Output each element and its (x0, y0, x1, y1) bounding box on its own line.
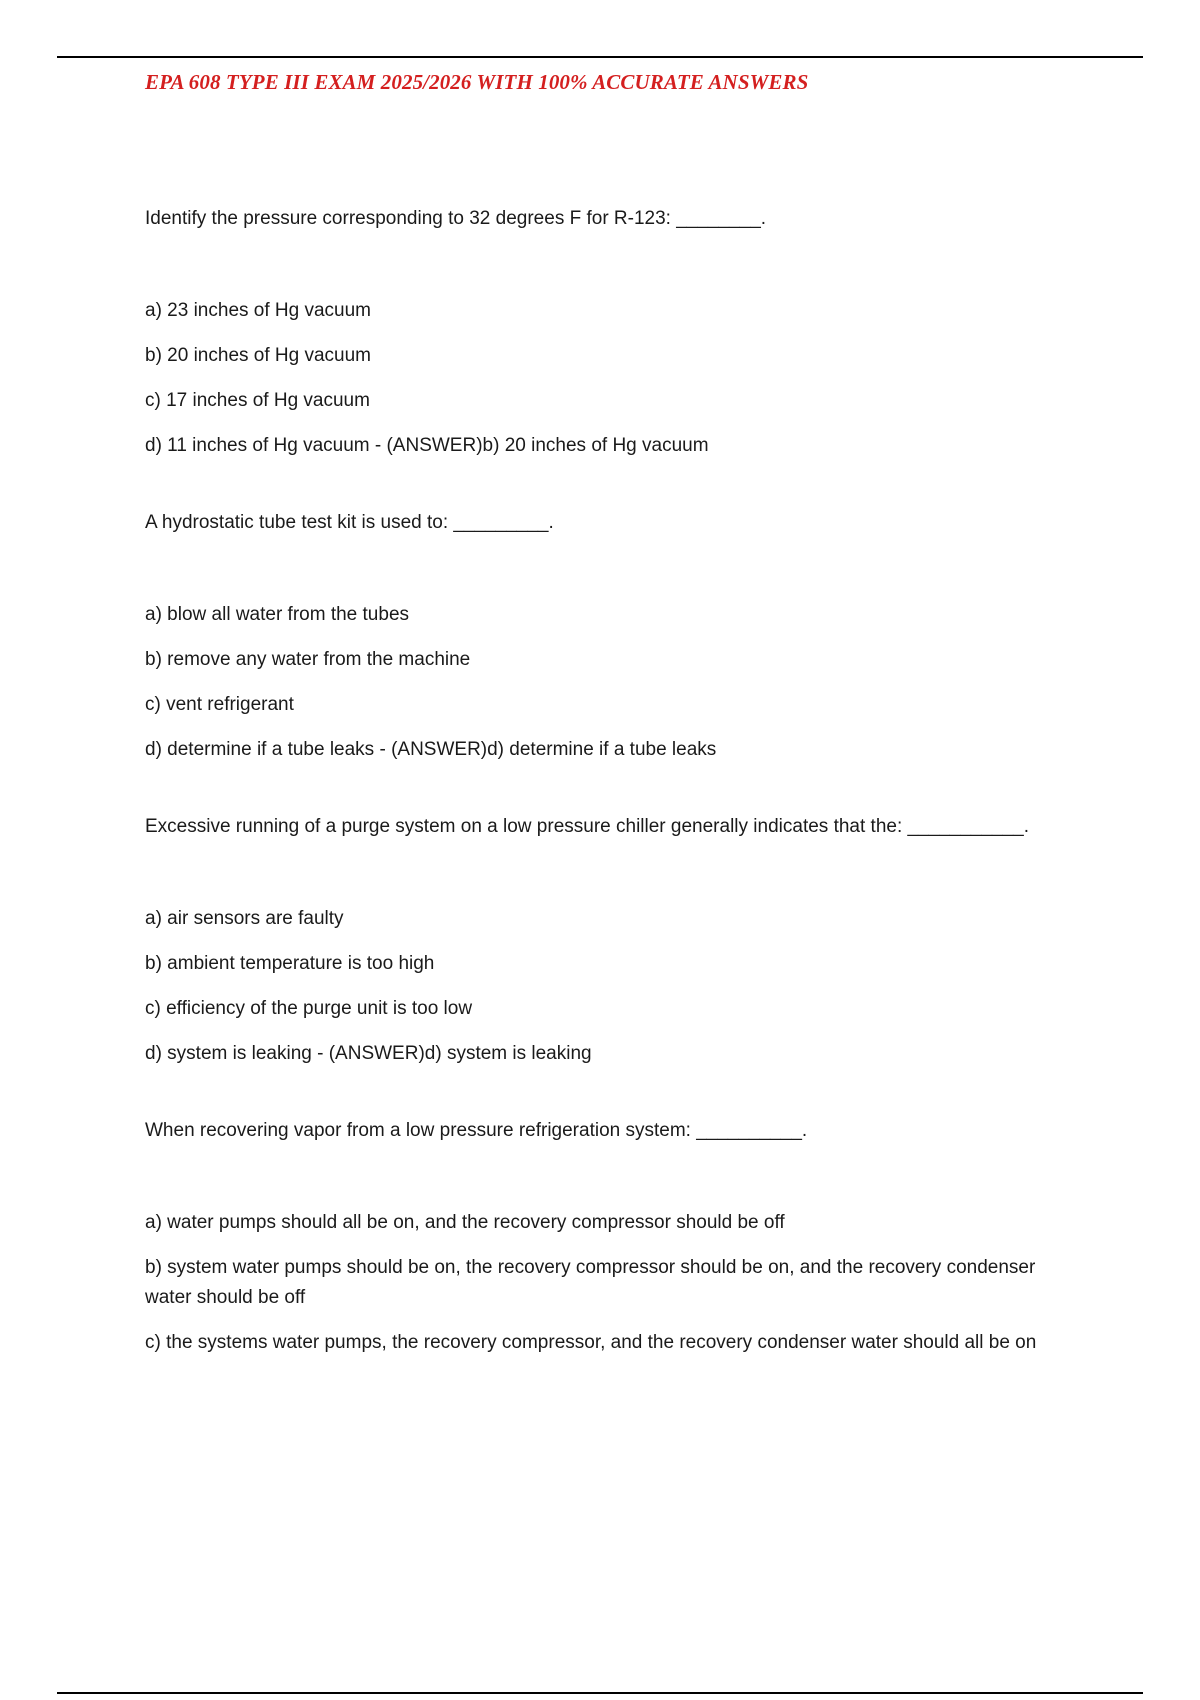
answer-option-a: a) 23 inches of Hg vacuum (145, 300, 372, 321)
answer-option-c: c) the systems water pumps, the recovery compressor, and the recovery condenser water should all be on (145, 1332, 1037, 1353)
answer-options (145, 296, 1085, 461)
question-4 (145, 1118, 1085, 1358)
answer-option-c: c) efficiency of the purge unit is too low (145, 998, 473, 1019)
answer-option-b: b) remove any water from the machine (145, 649, 471, 670)
document-title: EPA 608 TYPE III EXAM 2025/2026 WITH 100% ACCURATE ANSWERS (145, 70, 809, 94)
question-3 (145, 814, 1085, 1069)
footer-rule (57, 1692, 1143, 1694)
answer-option-d: d) 11 inches of Hg vacuum - (ANSWER)b) 20 inches of Hg vacuum (145, 435, 709, 456)
answer-options (145, 904, 1085, 1069)
question-text: A hydrostatic tube test kit is used to: _________. (145, 512, 554, 533)
answer-option-b: b) system water pumps should be on, the recovery compressor should be on, and the recovery condenser water should be off (145, 1257, 1036, 1308)
answer-option-a: a) blow all water from the tubes (145, 604, 410, 625)
answer-option-c: c) vent refrigerant (145, 694, 294, 715)
answer-option-b: b) ambient temperature is too high (145, 953, 435, 974)
answer-options (145, 600, 1085, 765)
question-text: When recovering vapor from a low pressure refrigeration system: __________. (145, 1120, 808, 1141)
answer-option-d: d) determine if a tube leaks - (ANSWER)d) determine if a tube leaks (145, 739, 717, 760)
question-text: Identify the pressure corresponding to 32 degrees F for R-123: ________. (145, 208, 767, 229)
question-2 (145, 510, 1085, 765)
question-list (145, 206, 1085, 1373)
answer-option-a: a) water pumps should all be on, and the recovery compressor should be off (145, 1212, 785, 1233)
question-1 (145, 206, 1085, 461)
answer-option-a: a) air sensors are faulty (145, 908, 344, 929)
answer-option-c: c) 17 inches of Hg vacuum (145, 390, 370, 411)
answer-option-b: b) 20 inches of Hg vacuum (145, 345, 372, 366)
question-text: Excessive running of a purge system on a low pressure chiller generally indicates that the: ___________. (145, 816, 1030, 837)
header-rule (57, 56, 1143, 58)
answer-option-d: d) system is leaking - (ANSWER)d) system is leaking (145, 1043, 592, 1064)
answer-options (145, 1208, 1085, 1358)
